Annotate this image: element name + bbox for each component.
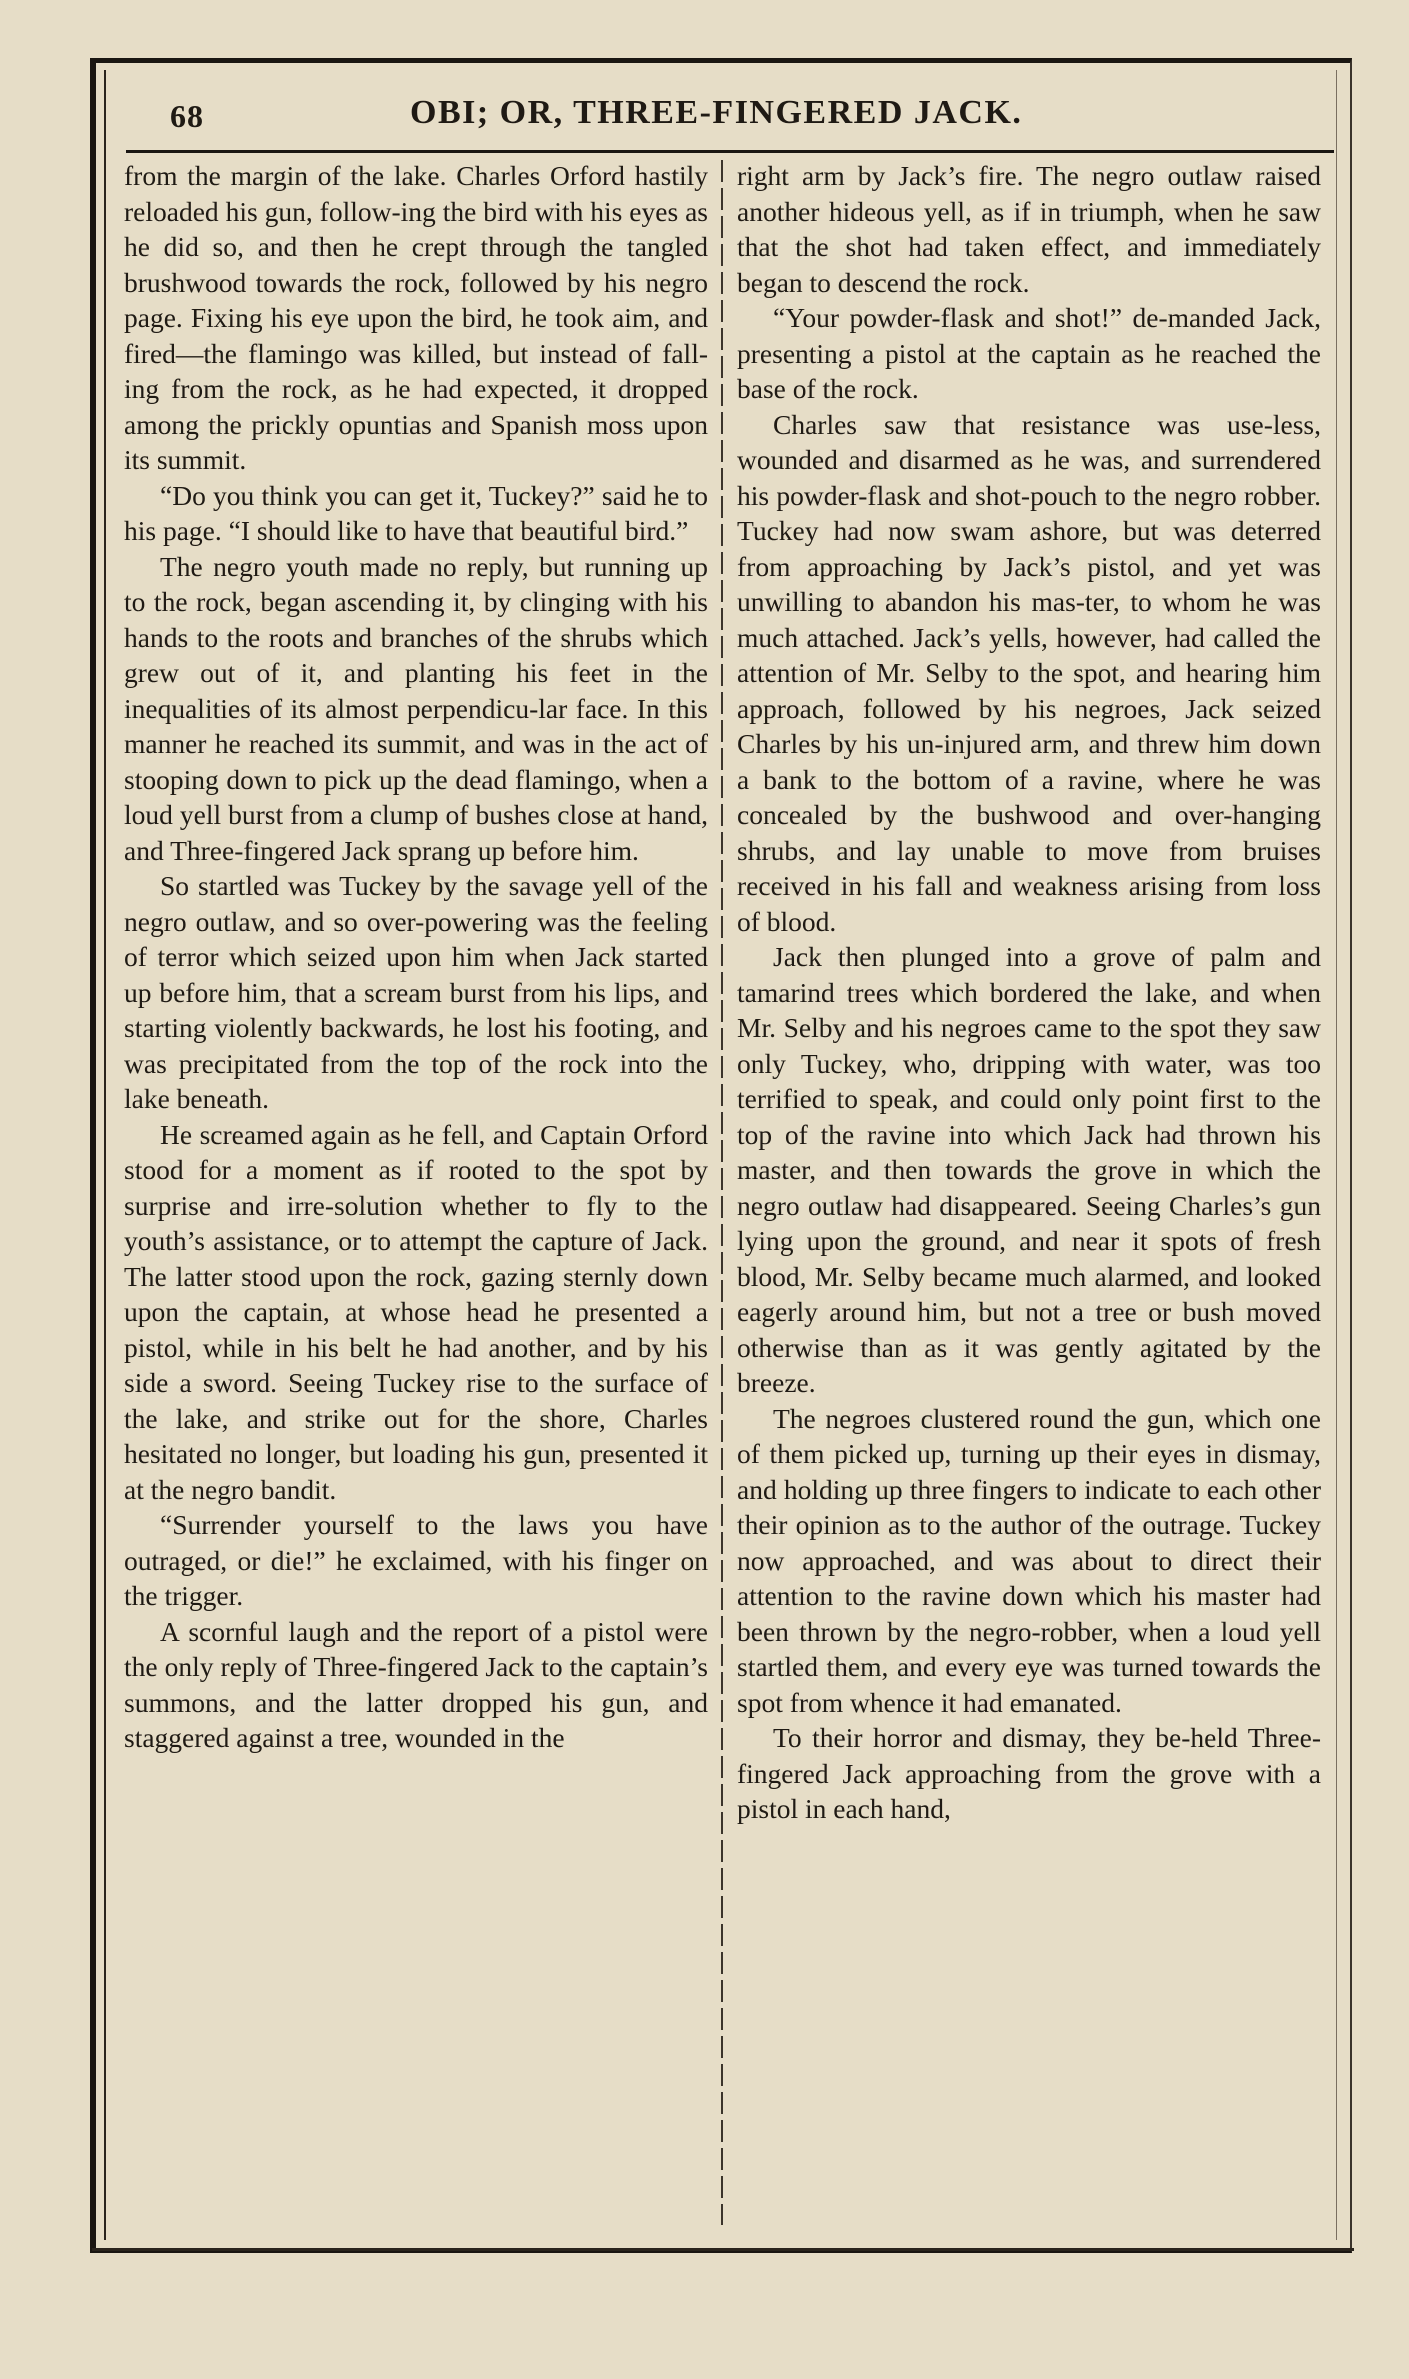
page-number: 68	[170, 98, 204, 134]
running-title: OBI; OR, THREE-FINGERED JACK.	[410, 94, 1023, 131]
paragraph: So startled was Tuckey by the savage yell of the negro outlaw, and so over-powering was the feeling of terror which seized upon him when Jack started up before him, that a scream burst from his lips, and starting violently backwards, he lost his footing, and was precipitated from the top of the rock into the lake beneath.	[124, 870, 708, 1114]
paragraph: To their horror and dismay, they be-held Three-fingered Jack approaching from the grove with a pistol in each hand,	[737, 1722, 1321, 1824]
paragraph: “Surrender yourself to the laws you have outraged, or die!” he exclaimed, with his finger on the trigger.	[124, 1509, 708, 1611]
left-column	[124, 158, 708, 2228]
right-column	[737, 158, 1321, 2228]
left-margin-rule	[104, 70, 106, 2240]
paragraph: Jack then plunged into a grove of palm and tamarind trees which bordered the lake, and when Mr. Selby and his negroes came to the spot they saw only Tuckey, who, dripping with water, was too terrified to speak, and could only point first to the top of the ravine into which Jack had thrown his master, and then towards the grove in which the negro outlaw had disappeared. Seeing Charles’s gun lying upon the ground, and near it spots of fresh blood, Mr. Selby became much alarmed, and looked eagerly around him, but not a tree or bush moved otherwise than as it was gently agitated by the breeze.	[737, 941, 1321, 1398]
column-divider	[721, 160, 723, 2225]
header-rule	[126, 150, 1334, 153]
paragraph: He screamed again as he fell, and Captain Orford stood for a moment as if rooted to the spot by surprise and irre-solution whether to fly to the youth’s assistance, or to attempt the capture of Jack. The latter stood upon the rock, gazing sternly down upon the captain, at whose head he presented a pistol, while in his belt he had another, and by his side a sword. Seeing Tuckey rise to the surface of the lake, and strike out for the shore, Charles hesitated no longer, but loading his gun, presented it at the negro bandit.	[124, 1118, 708, 1505]
footer-rule	[92, 2248, 1354, 2251]
paragraph: The negroes clustered round the gun, which one of them picked up, turning up their eyes in dismay, and holding up three fingers to indicate to each other their opinion as to the author of the outrage. Tuckey now approached, and was about to direct their attention to the ravine down which his master had been thrown by the negro-robber, when a loud yell startled them, and every eye was turned towards the spot from whence it had emanated.	[737, 1402, 1321, 1718]
paragraph: “Your powder-flask and shot!” de-manded Jack, presenting a pistol at the captain as he reached the base of the rock.	[737, 302, 1321, 404]
paragraph: “Do you think you can get it, Tuckey?” said he to his page. “I should like to have that beautiful bird.”	[124, 479, 708, 546]
paragraph: A scornful laugh and the report of a pistol were the only reply of Three-fingered Jack to the captain’s summons, and the latter dropped his gun, and staggered against a tree, wounded in the	[124, 1615, 708, 1753]
paragraph: Charles saw that resistance was use-less, wounded and disarmed as he was, and surrendered his powder-flask and shot-pouch to the negro robber. Tuckey had now swam ashore, but was deterred from approaching by Jack’s pistol, and yet was unwilling to abandon his mas-ter, to whom he was much attached. Jack’s yells, however, had called the attention of Mr. Selby to the spot, and hearing him approach, followed by his negroes, Jack seized Charles by his un-injured arm, and threw him down a bank to the bottom of a ravine, where he was concealed by the bushwood and over-hanging shrubs, and lay unable to move from bruises received in his fall and weakness arising from loss of blood.	[737, 408, 1321, 937]
paragraph: The negro youth made no reply, but running up to the rock, began ascending it, by clinging with his hands to the roots and branches of the shrubs which grew out of it, and planting his feet in the inequalities of its almost perpendicu-lar face. In this manner he reached its summit, and was in the act of stooping down to pick up the dead flamingo, when a loud yell burst from a clump of bushes close at hand, and Three-fingered Jack sprang up before him.	[124, 550, 708, 866]
paragraph: from the margin of the lake. Charles Orford hastily reloaded his gun, follow-ing the bird with his eyes as he did so, and then he crept through the tangled brushwood towards the rock, followed by his negro page. Fixing his eye upon the bird, he took aim, and fired—the flamingo was killed, but instead of fall-ing from the rock, as he had expected, it dropped among the prickly opuntias and Spanish moss upon its summit.	[124, 160, 708, 475]
paragraph: right arm by Jack’s fire. The negro outlaw raised another hideous yell, as if in triumph, when he saw that the shot had taken effect, and immediately began to descend the rock.	[737, 160, 1321, 298]
page-header	[120, 78, 1330, 138]
right-margin-rule	[1336, 70, 1337, 2240]
